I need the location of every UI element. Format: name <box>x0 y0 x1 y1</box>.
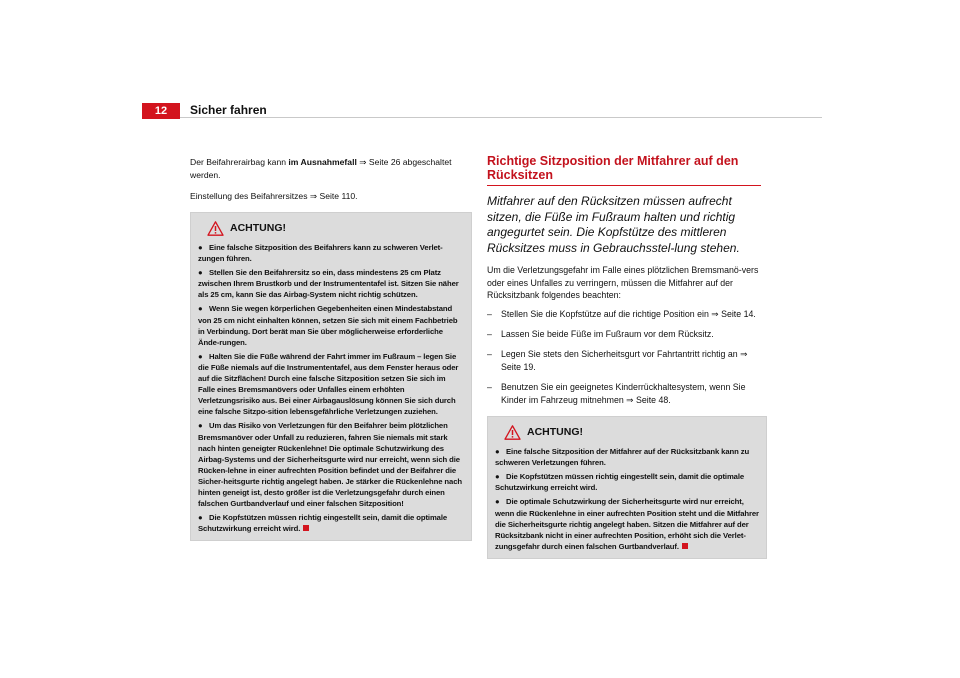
bullet-dot-icon: ● <box>198 304 203 314</box>
airbag-note: Der Beifahrerairbag kann im Ausnahmefall ⇒ Seite 26 abgeschaltet werden. <box>190 157 452 180</box>
warning-item: ● Eine falsche Sitzposition der Mitfahrer auf der Rücksitzbank kann zu schweren Verletzungen führen. <box>495 447 750 468</box>
seat-setting-note: Einstellung des Beifahrersitzes ⇒ Seite 110. <box>190 191 358 202</box>
bullet-dot-icon: ● <box>198 421 203 431</box>
section-title: Sicher fahren <box>190 103 267 117</box>
left-column <box>190 156 472 541</box>
warning-item: ● Wenn Sie wegen körperlichen Gegebenheiten einen Mindestabstand von 25 cm nicht einhalten können, setzen Sie sich mit einem Fachbetrieb in Verbindung. Dort berät man Sie über möglicherweise erforderliche Ände-rungen. <box>198 304 458 347</box>
warning-box-right <box>487 416 767 559</box>
warning-title: ACHTUNG! <box>527 426 583 439</box>
body-paragraph: Um die Verletzungsgefahr im Falle eines plötzlichen Bremsmanö-vers oder eines Unfalles zu verringern, müssen die Mitfahrer auf der Rücksitzbank folgendes beachten: <box>487 265 759 301</box>
page-link-110[interactable]: Seite 110. <box>317 191 358 201</box>
warning-item: ● Die Kopfstützen müssen richtig eingestellt sein, damit die optimale Schutzwirkung erreicht wird. <box>198 513 448 534</box>
end-square-icon <box>303 525 309 531</box>
warning-box-left <box>190 212 472 541</box>
page-number: 12 <box>142 103 180 119</box>
bullet-dot-icon: ● <box>495 447 500 457</box>
lead-paragraph: Mitfahrer auf den Rücksitzen müssen aufrecht sitzen, die Füße im Fußraum halten und richtig angegurtet sein. Die Kopfstütze des mittleren Rücksitzes muss in Gebrauchsstel-lung stehen. <box>487 194 740 255</box>
header-rule <box>142 117 822 118</box>
warning-triangle-icon <box>504 425 521 440</box>
list-item: – Legen Sie stets den Sicherheitsgurt vor Fahrtantritt richtig an ⇒ Seite 19. <box>487 349 748 372</box>
warning-item: ● Die Kopfstützen müssen richtig eingestellt sein, damit die optimale Schutzwirkung erreicht wird. <box>495 472 745 493</box>
warning-item: ● Stellen Sie den Beifahrersitz so ein, dass mindestens 25 cm Platz zwischen Ihrem Brustkorb und der Instrumententafel ist. Sitzen Sie näher als 25 cm, kann Sie das Airbag-System nicht richtig schützen. <box>198 268 459 300</box>
warning-header <box>504 421 759 443</box>
warning-title: ACHTUNG! <box>230 222 286 234</box>
bullet-dot-icon: ● <box>198 268 203 278</box>
bullet-dot-icon: ● <box>198 243 203 252</box>
section-heading: Richtige Sitzposition der Mitfahrer auf den Rücksitzen <box>487 154 739 182</box>
bullet-dot-icon: ● <box>495 497 500 507</box>
warning-item: ● Halten Sie die Füße während der Fahrt immer im Fußraum – legen Sie die Füße niemals auf die Instrumententafel, aus dem Fenster heraus oder auf die Sitzflächen! Durch eine falsche Sitzposition setzen Sie sich im Falle eines Bremsmanövers oder Unfalles einem erhöhten Verletzungsrisiko aus. Bei einer Airbagauslösung können Sie sich durch eine falsche Sitzpo-sition lebensgefährliche Verletzungen zuziehen. <box>198 351 459 417</box>
arrow-icon: ⇒ <box>359 158 367 168</box>
list-item: – Benutzen Sie ein geeignetes Kinderrückhaltesystem, wenn Sie Kinder im Fahrzeug mitnehmen ⇒ Seite 48. <box>487 382 746 405</box>
bullet-dot-icon: ● <box>495 472 500 482</box>
bullet-dot-icon: ● <box>198 351 203 361</box>
heading-rule <box>487 185 761 186</box>
warning-item: ● Um das Risiko von Verletzungen für den Beifahrer beim plötzlichen Bremsmanöver oder Unfall zu reduzieren, fahren Sie niemals mit stark nach hinten geneigter Rückenlehne! Die optimale Schutzwirkung des Airbag-Systems und der Sicherheitsgurte wird nur erreicht, wenn sich die Rücken-lehne in einer aufrechten Position befindet und der Beifahrer die Sicher-heitsgurte richtig angelegt haben. Je stärker die Rückenlehne nach hinten geneigt ist, desto größer ist die Verletzungsgefahr durch einen falschen Gurtbandverlauf und einer falschen Sitzposition! <box>198 421 462 509</box>
list-item: – Stellen Sie die Kopfstütze auf die richtige Position ein ⇒ Seite 14. <box>487 308 756 319</box>
page-link-26[interactable]: Seite 26 abgeschaltet werden. <box>190 157 452 180</box>
warning-triangle-icon <box>207 221 224 236</box>
warning-item: ● Die optimale Schutzwirkung der Sicherheitsgurte wird nur erreicht, wenn die Rückenlehne in einer aufrechten Position steht und die Mitfahrer die Sicherheitsgurte richtig angelegt haben. Sitzen die Mitfahrer auf der Rücksitzbank nicht in einer aufrechten Position, erhöht sich die Verlet-zungsgefahr durch einen falschen Gurtbandverlauf. <box>495 497 759 551</box>
bullet-dot-icon: ● <box>198 513 203 523</box>
right-column <box>487 154 767 559</box>
list-item: – Lassen Sie beide Füße im Fußraum vor dem Rücksitz. <box>487 329 714 339</box>
arrow-icon: ⇒ <box>309 192 318 202</box>
end-square-icon <box>682 543 688 549</box>
warning-item: ● Eine falsche Sitzposition des Beifahrers kann zu schweren Verlet-zungen führen. <box>198 243 443 264</box>
warning-header <box>207 217 464 239</box>
